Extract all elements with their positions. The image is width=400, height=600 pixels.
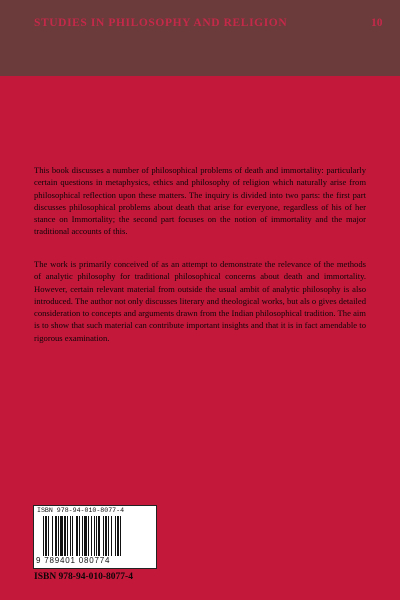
barcode-bar <box>111 516 112 556</box>
barcode-bar <box>96 516 97 556</box>
barcode-bar <box>120 516 121 556</box>
barcode-bar <box>82 516 83 556</box>
barcode-bar <box>76 516 78 556</box>
barcode-bar <box>67 516 68 556</box>
series-header-band <box>0 0 400 76</box>
blurb-paragraph-1: This book discusses a number of philosophical problems of death and immortality: particularly certain questions in metaphysics, ethics and philosophy of religion which naturally arise from philosophical reflection upon these matters. The inquiry is divided into two parts: the first part discusses philosophical problems about death that arise for everyone, regardless of his of her stance on Immortality; the second part focuses on the notion of immortality and the major traditional accounts of this. <box>34 165 366 237</box>
barcode-isbn-label: ISBN 978-94-010-8077-4 <box>37 507 125 514</box>
barcode-digits: 9 789401 080774 <box>36 556 111 565</box>
barcode-bar <box>45 516 47 556</box>
barcode-bar <box>72 516 73 556</box>
barcode-bar <box>70 516 71 556</box>
barcode-bar <box>60 516 63 556</box>
series-title: STUDIES IN PHILOSOPHY AND RELIGION <box>34 17 288 29</box>
barcode-bar <box>117 516 119 556</box>
barcode-bar <box>48 516 49 556</box>
barcode-bar <box>84 516 87 556</box>
barcode-bar <box>64 516 66 556</box>
barcode-bar <box>103 516 104 556</box>
barcode-bar <box>115 516 116 556</box>
blurb-paragraph-2: The work is primarily conceived of as an attempt to demonstrate the relevance of the methods of analytic philosophy for traditional philosophical concerns about death and immortality. However, certain relevant material from outside the usual ambit of analytic philosophy is also introduced. The author not only discusses literary and theological works, but als o gives detailed consideration to concepts and arguments drawn from the Indian philosophical tradition. The aim is to show that such material can contribute important insights and that it is in fact amendable to rigorous examination. <box>34 259 366 343</box>
barcode-bar <box>98 516 100 556</box>
barcode-bar <box>79 516 80 556</box>
barcode-bar <box>43 516 44 556</box>
series-number: 10 <box>371 17 383 29</box>
barcode-bar <box>108 516 109 556</box>
barcode-bar <box>52 516 53 556</box>
barcode-bars <box>43 516 149 556</box>
barcode-bar <box>58 516 59 556</box>
barcode-bar <box>105 516 107 556</box>
isbn-bottom: ISBN 978-94-010-8077-4 <box>34 572 133 582</box>
barcode-bar <box>91 516 92 556</box>
barcode-bar <box>88 516 89 556</box>
barcode-box <box>33 505 157 569</box>
barcode-bar <box>55 516 57 556</box>
barcode-bar <box>94 516 95 556</box>
